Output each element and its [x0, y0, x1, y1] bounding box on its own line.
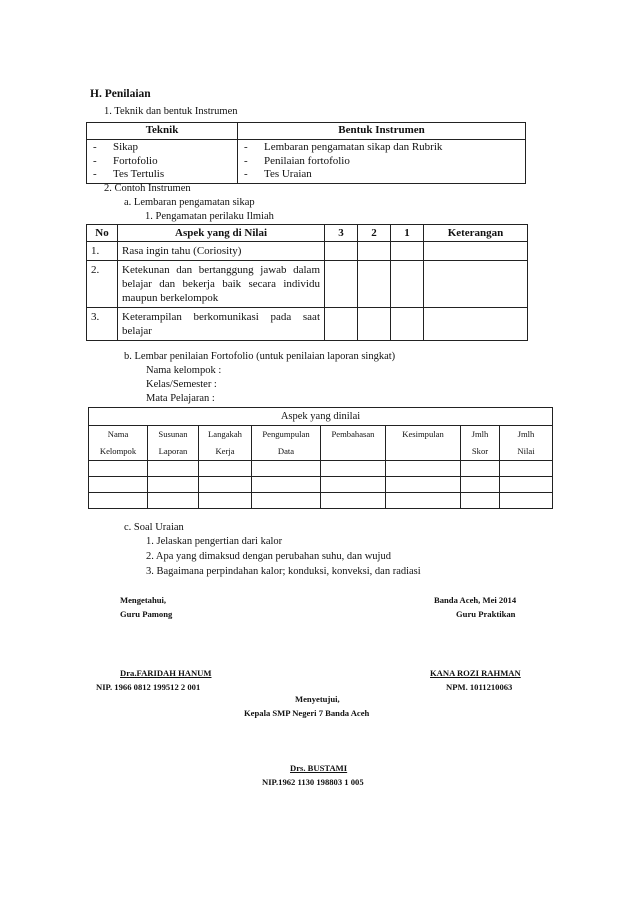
dash: - — [93, 168, 97, 180]
bentuk-item: - Lembaran pengamatan sikap dan Rubrik — [244, 141, 443, 153]
col-langkah-kerja: Langakah Kerja — [199, 426, 252, 461]
label-kelas-semester: Kelas/Semester : — [146, 379, 217, 390]
header-teknik: Teknik — [87, 123, 238, 140]
header-3: 3 — [325, 225, 358, 242]
teknik-item: - Sikap — [93, 141, 139, 153]
instrument-table — [86, 122, 526, 184]
row-no: 2. — [87, 261, 118, 308]
bentuk-item: - Tes Uraian — [244, 168, 312, 180]
left-name: Dra.FARIDAH HANUM — [120, 668, 212, 678]
center-heading: Menyetujui, — [295, 694, 340, 704]
table-row — [89, 493, 553, 509]
header-2: 2 — [358, 225, 391, 242]
item-teknik-instrumen: 1. Teknik dan bentuk Instrumen — [104, 106, 238, 117]
bentuk-item: - Penilaian fortofolio — [244, 154, 350, 167]
col-pembahasan: Pembahasan — [321, 426, 386, 461]
center-name: Drs. BUSTAMI — [290, 763, 348, 773]
bentuk-cell — [238, 140, 526, 184]
soal-item: 1. Jelaskan pengertian dari kalor — [146, 536, 283, 547]
row-aspek: Rasa ingin tahu (Coriosity) — [118, 242, 325, 261]
label-mata-pelajaran: Mata Pelajaran : — [146, 393, 215, 404]
dash: - — [93, 141, 97, 153]
right-name: KANA ROZI RAHMAN — [430, 668, 521, 678]
table-row — [87, 261, 528, 308]
center-nip: NIP.1962 1130 198803 1 005 — [262, 777, 364, 787]
section-title: H. Penilaian — [90, 88, 151, 100]
table-row — [87, 242, 528, 261]
teknik-item: - Tes Tertulis — [93, 168, 165, 180]
header-1: 1 — [391, 225, 424, 242]
dash: - — [244, 141, 248, 153]
item-soal-uraian: c. Soal Uraian — [124, 522, 184, 533]
label-nama-kelompok: Nama kelompok : — [146, 365, 222, 376]
table-row — [87, 308, 528, 341]
row-no: 1. — [87, 242, 118, 261]
row-no: 3. — [87, 308, 118, 341]
header-aspek: Aspek yang di Nilai — [118, 225, 325, 242]
right-npm: NPM. 1011210063 — [446, 682, 513, 692]
item-pengamatan-perilaku: 1. Pengamatan perilaku Ilmiah — [145, 211, 274, 222]
table-row — [89, 461, 553, 477]
soal-item: 2. Apa yang dimaksud dengan perubahan suhu, dan wujud — [146, 551, 391, 562]
header-bentuk-instrumen: Bentuk Instrumen — [238, 123, 526, 140]
teknik-item: - Fortofolio — [93, 154, 158, 167]
col-jmlh-nilai: Jmlh Nilai — [500, 426, 553, 461]
row-aspek: Ketekunan dan bertanggung jawab dalam belajar dan bekerja baik secara individu maupun berkelompok — [118, 261, 325, 308]
item-lembaran-pengamatan: a. Lembaran pengamatan sikap — [124, 197, 255, 208]
header-no: No — [87, 225, 118, 242]
header-aspek-dinilai: Aspek yang dinilai — [89, 408, 553, 426]
table-row — [89, 477, 553, 493]
right-role: Guru Praktikan — [456, 609, 516, 619]
col-pengumpulan-data: Pengumpulan Data — [252, 426, 321, 461]
col-kesimpulan: Kesimpulan — [386, 426, 461, 461]
col-nama-kelompok: Nama Kelompok — [89, 426, 148, 461]
center-role: Kepala SMP Negeri 7 Banda Aceh — [244, 708, 370, 718]
item-contoh-instrumen: 2. Contoh Instrumen — [104, 183, 191, 194]
left-nip: NIP. 1966 0812 199512 2 001 — [96, 682, 201, 692]
row-aspek: Keterampilan berkomunikasi pada saat belajar — [118, 308, 325, 341]
soal-item: 3. Bagaimana perpindahan kalor; konduksi, konveksi, dan radiasi — [146, 566, 421, 577]
col-jmlh-skor: Jmlh Skor — [461, 426, 500, 461]
observation-table — [86, 224, 528, 341]
dash: - — [244, 168, 248, 180]
header-keterangan: Keterangan — [424, 225, 528, 242]
item-lembar-fortofolio: b. Lembar penilaian Fortofolio (untuk penilaian laporan singkat) — [124, 351, 396, 362]
left-role: Guru Pamong — [120, 609, 173, 619]
dash: - — [93, 154, 97, 167]
col-susunan-laporan: Susunan Laporan — [148, 426, 199, 461]
right-place-date: Banda Aceh, Mei 2014 — [434, 595, 517, 605]
portfolio-table — [88, 407, 553, 509]
dash: - — [244, 154, 248, 167]
teknik-cell — [87, 140, 238, 184]
left-heading: Mengetahui, — [120, 595, 167, 605]
